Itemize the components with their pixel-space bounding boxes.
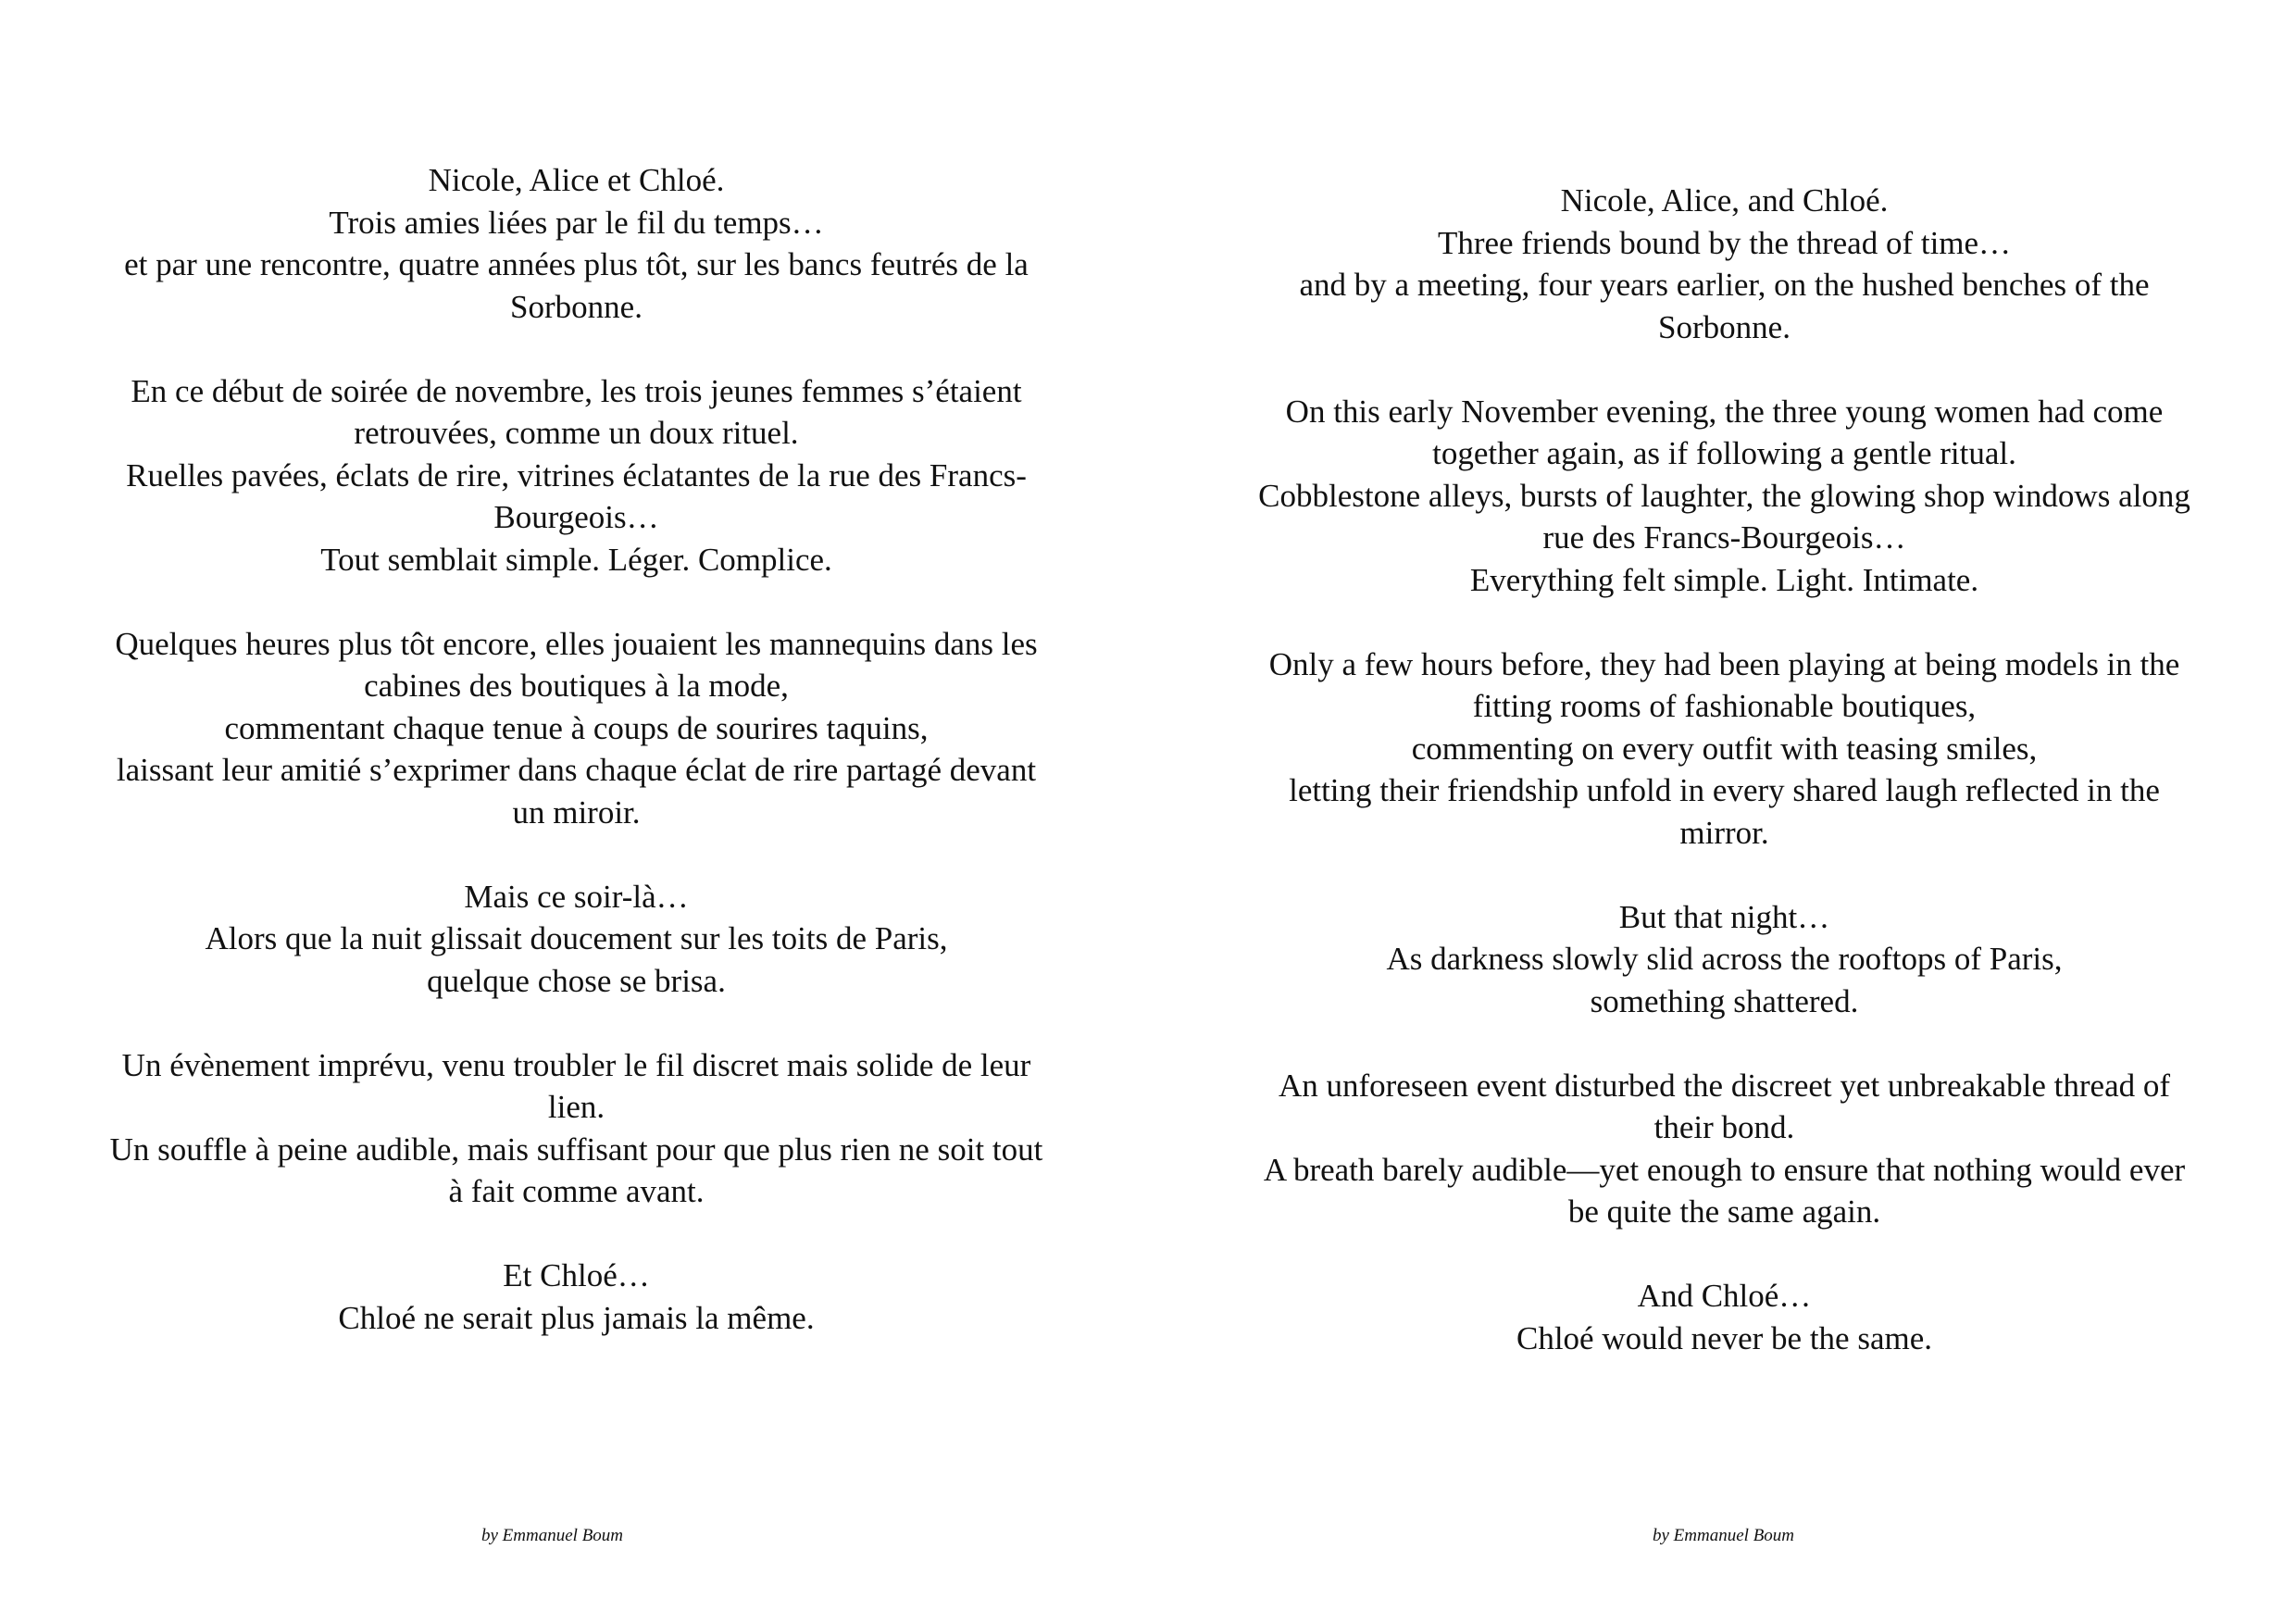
poem-line: Nicole, Alice et Chloé. <box>428 162 725 198</box>
poem-line: laissant leur amitié s’exprimer dans chaque éclat de rire partagé devant un miroir. <box>116 752 1037 831</box>
poem-line: On this early November evening, the three young women had come together again, as if following a gentle ritual. <box>1285 393 2164 471</box>
author-signature: by Emmanuel Boum <box>1653 1526 1795 1545</box>
poem-line: As darkness slowly slid across the rooftops of Paris, <box>1386 941 2063 977</box>
poem-line: Un évènement imprévu, venu troubler le fil discret mais solide de leur lien. <box>121 1046 1031 1125</box>
poem-line: letting their friendship unfold in every shared laugh reflected in the mirror. <box>1289 772 2160 851</box>
stanza <box>102 623 1051 834</box>
stanza <box>102 1044 1051 1213</box>
author-signature: by Emmanuel Boum <box>481 1526 624 1545</box>
poem-line: Alors que la nuit glissait doucement sur les toits de Paris, <box>205 920 948 956</box>
poem-line: Cobblestone alleys, bursts of laughter, the glowing shop windows along rue des Francs-Bourgeois… <box>1258 477 2190 556</box>
poem-line: An unforeseen event disturbed the discreet yet unbreakable thread of their bond. <box>1278 1067 2171 1145</box>
poem-line: commentant chaque tenue à coups de sourires taquins, <box>224 709 929 746</box>
poem-line: and by a meeting, four years earlier, on the hushed benches of the Sorbonne. <box>1299 267 2150 345</box>
poem-line: Ruelles pavées, éclats de rire, vitrines éclatantes de la rue des Francs-Bourgeois… <box>126 456 1027 535</box>
poem-line: A breath barely audible—yet enough to ensure that nothing would ever be quite the same again. <box>1263 1151 2186 1230</box>
stanza <box>102 876 1051 1003</box>
poem-line: Tout semblait simple. Léger. Complice. <box>320 541 832 578</box>
poem-line: Trois amies liées par le fil du temps… <box>329 204 824 241</box>
poem-line: Et Chloé… <box>503 1257 650 1293</box>
stanza <box>102 370 1051 581</box>
stanza <box>1250 1065 2199 1233</box>
poem-line: Everything felt simple. Light. Intimate. <box>1469 561 1979 598</box>
poem-line: quelque chose se brisa. <box>427 962 726 999</box>
right-page-english <box>1148 0 2296 1624</box>
poem-line: Chloé ne serait plus jamais la même. <box>338 1299 815 1336</box>
poem-line: Nicole, Alice, and Chloé. <box>1560 182 1889 219</box>
poem-line: Only a few hours before, they had been playing at being models in the fitting rooms of fashionable boutiques, <box>1268 645 2180 724</box>
poem-line: et par une rencontre, quatre années plus tôt, sur les bancs feutrés de la Sorbonne. <box>124 246 1029 325</box>
stanza <box>1250 391 2199 602</box>
poem-line: But that night… <box>1618 898 1830 935</box>
stanza <box>1250 643 2199 855</box>
stanza <box>102 159 1051 328</box>
stanza <box>1250 180 2199 348</box>
poem-line: Chloé would never be the same. <box>1516 1319 1933 1356</box>
stanza <box>1250 1275 2199 1359</box>
poem-line: Quelques heures plus tôt encore, elles jouaient les mannequins dans les cabines des boutiques à la mode, <box>115 625 1038 704</box>
poem-line: Un souffle à peine audible, mais suffisant pour que plus rien ne soit tout à fait comme avant. <box>109 1131 1043 1209</box>
poem-line: Three friends bound by the thread of time… <box>1437 224 2012 261</box>
poem-text-french <box>102 159 1051 1339</box>
poem-line: En ce début de soirée de novembre, les trois jeunes femmes s’étaient retrouvées, comme un doux rituel. <box>131 372 1022 451</box>
stanza <box>102 1255 1051 1339</box>
stanza <box>1250 896 2199 1023</box>
poem-line: And Chloé… <box>1637 1278 1812 1314</box>
poem-line: something shattered. <box>1590 982 1859 1019</box>
poem-text-english <box>1250 180 2199 1359</box>
poem-line: Mais ce soir-là… <box>464 878 689 915</box>
poem-line: commenting on every outfit with teasing smiles, <box>1411 730 2038 767</box>
